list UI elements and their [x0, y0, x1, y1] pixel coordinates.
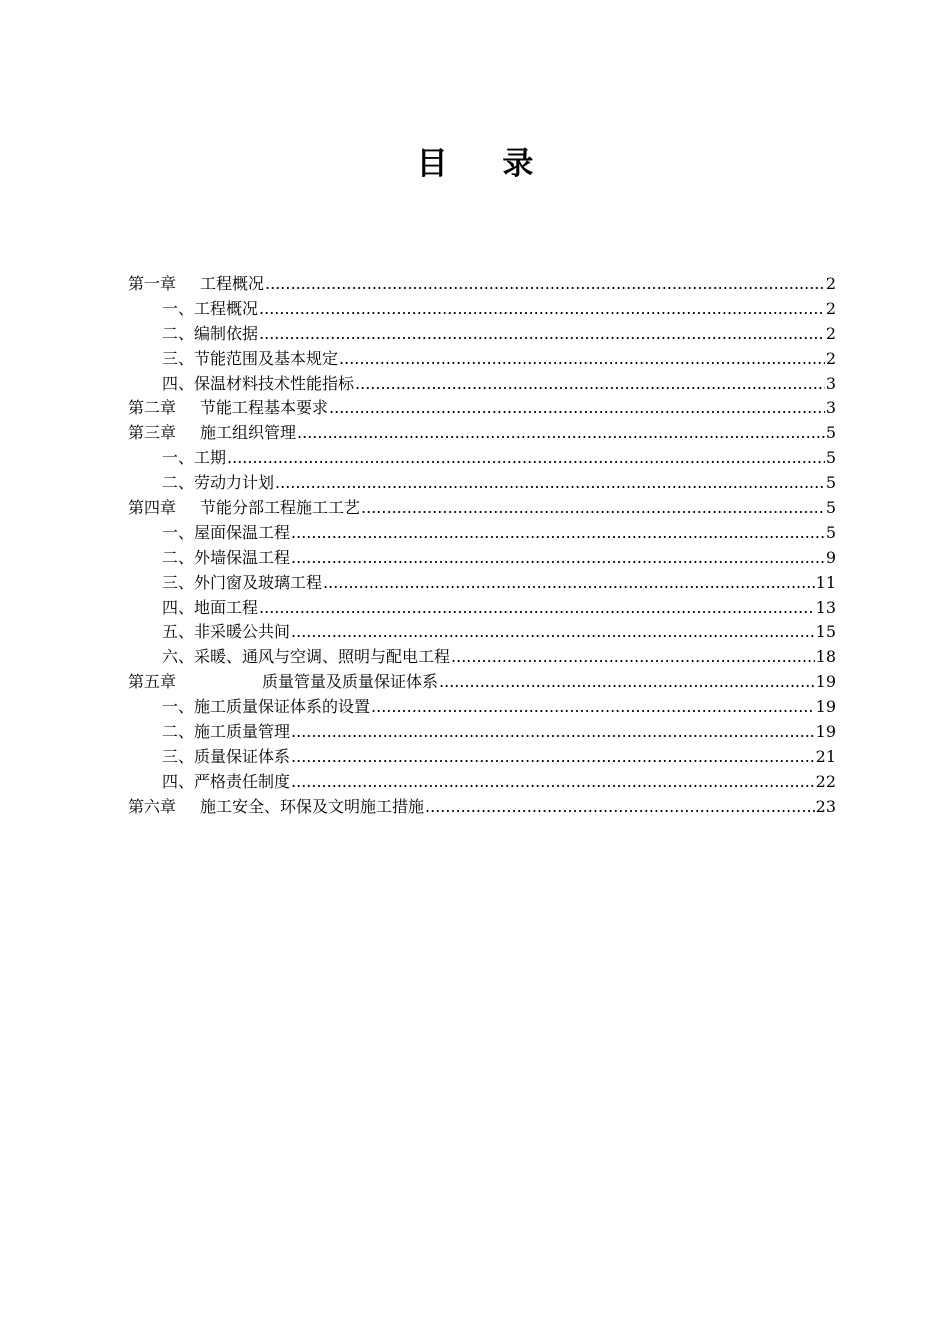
toc-number: 二、: [162, 722, 195, 742]
toc-title: 屋面保温工程: [194, 522, 291, 542]
toc-number: 三、: [162, 746, 195, 766]
toc-title: 节能范围及基本规定: [194, 348, 339, 368]
toc-number: 三、: [162, 348, 195, 368]
toc-entry[interactable]: [128, 471, 836, 496]
toc-label: [162, 546, 290, 571]
dot-leader: [439, 670, 815, 695]
toc-page-number: 5: [825, 522, 836, 542]
toc-number: 一、: [162, 697, 195, 717]
toc-number: 四、: [162, 597, 195, 617]
toc-page-number: 2: [825, 323, 836, 343]
toc-number: 二、: [162, 473, 195, 493]
toc-entry[interactable]: [128, 620, 836, 645]
toc-title: 外墙保温工程: [194, 547, 291, 567]
toc-label: [162, 297, 258, 322]
toc-number: 六、: [162, 647, 195, 667]
toc-page-number: 19: [815, 672, 836, 692]
toc-title: 施工质量管理: [194, 722, 291, 742]
toc-label: [128, 396, 328, 421]
toc-number: 一、: [162, 298, 195, 318]
toc-number: 第四章: [128, 498, 177, 518]
dot-leader: [361, 496, 825, 521]
toc-page-number: 18: [815, 647, 836, 667]
dot-leader: [291, 546, 825, 571]
toc-number: 一、: [162, 522, 195, 542]
toc-number: 四、: [162, 373, 195, 393]
toc-entry[interactable]: [128, 396, 836, 421]
toc-label: [162, 695, 370, 720]
toc-page-number: 5: [825, 423, 836, 443]
toc-title: 地面工程: [194, 597, 259, 617]
toc-page-number: 3: [825, 398, 836, 418]
toc-title: 非采暖公共间: [194, 622, 291, 642]
toc-page-number: 19: [815, 697, 836, 717]
dot-leader: [339, 347, 825, 372]
toc-page-number: 2: [825, 298, 836, 318]
toc-label: [162, 571, 322, 596]
toc-entry[interactable]: [128, 645, 836, 670]
toc-page-number: 22: [815, 771, 836, 791]
dot-leader: [371, 695, 815, 720]
toc-label: [128, 496, 360, 521]
dot-leader: [451, 645, 815, 670]
toc-page-number: 9: [825, 547, 836, 567]
toc-number: 第二章: [128, 398, 177, 418]
toc-title: 施工安全、环保及文明施工措施: [200, 796, 425, 816]
toc-number: 二、: [162, 547, 195, 567]
toc-number: 第一章: [128, 274, 177, 293]
dot-leader: [291, 620, 815, 645]
toc-entry[interactable]: [128, 770, 836, 795]
toc-title: 节能工程基本要求: [200, 398, 329, 418]
toc-entry[interactable]: [128, 670, 836, 695]
toc-title: 编制依据: [194, 323, 259, 343]
toc-title: 外门窗及玻璃工程: [194, 572, 323, 592]
toc-page-number: 13: [815, 597, 836, 617]
toc-entry[interactable]: [128, 571, 836, 596]
toc-number: 四、: [162, 771, 195, 791]
toc-entry[interactable]: [128, 372, 836, 397]
toc-number: 第五章: [128, 672, 177, 692]
dot-leader: [291, 521, 825, 546]
toc-entry[interactable]: [128, 795, 836, 820]
toc-label: [128, 795, 424, 820]
toc-page-number: 15: [815, 622, 836, 642]
toc-entry[interactable]: [128, 596, 836, 621]
toc-entry[interactable]: [128, 297, 836, 322]
toc-number: 一、: [162, 448, 195, 468]
toc-title: 劳动力计划: [194, 473, 275, 493]
dot-leader: [291, 720, 815, 745]
toc-label: [128, 272, 264, 297]
toc-title: 施工质量保证体系的设置: [194, 697, 371, 717]
toc-page-number: 2: [825, 348, 836, 368]
toc-label: [162, 596, 258, 621]
toc-label: [162, 745, 290, 770]
toc-label: [162, 471, 274, 496]
toc-title: 质量保证体系: [194, 746, 291, 766]
toc-page-number: 5: [825, 498, 836, 518]
toc-label: [162, 720, 290, 745]
toc-page-number: 5: [825, 448, 836, 468]
toc-entry[interactable]: [128, 745, 836, 770]
dot-leader: [425, 795, 815, 820]
toc-page-number: 23: [815, 796, 836, 816]
toc-entry[interactable]: [128, 521, 836, 546]
toc-entry[interactable]: [128, 546, 836, 571]
toc-entry[interactable]: [128, 446, 836, 471]
dot-leader: [275, 471, 825, 496]
dot-leader: [259, 596, 815, 621]
toc-entry[interactable]: [128, 272, 836, 297]
toc-title: 采暖、通风与空调、照明与配电工程: [194, 647, 451, 667]
toc-entry[interactable]: [128, 720, 836, 745]
toc-label: [162, 322, 258, 347]
toc-title: 质量管量及质量保证体系: [262, 672, 439, 692]
toc-title: 工程概况: [194, 298, 259, 318]
toc-title: 施工组织管理: [200, 423, 297, 443]
toc-title: 节能分部工程施工工艺: [200, 498, 361, 518]
toc-label: [162, 521, 290, 546]
toc-title: 严格责任制度: [194, 771, 291, 791]
toc-entry[interactable]: [128, 322, 836, 347]
dot-leader: [291, 770, 815, 795]
toc-label: [162, 446, 226, 471]
toc-number: 三、: [162, 572, 195, 592]
dot-leader: [265, 272, 825, 297]
toc-entry[interactable]: [128, 695, 836, 720]
toc-page-number: 19: [815, 722, 836, 742]
toc-number: 五、: [162, 622, 195, 642]
toc-entry[interactable]: [128, 496, 836, 521]
toc-label: [128, 670, 438, 695]
dot-leader: [297, 421, 825, 446]
toc-label: [128, 421, 296, 446]
toc-label: [162, 645, 450, 670]
toc-label: [162, 620, 290, 645]
toc-page-number: 21: [815, 746, 836, 766]
table-of-contents: [128, 272, 836, 820]
toc-entry[interactable]: [128, 421, 836, 446]
toc-number: 第三章: [128, 423, 177, 443]
dot-leader: [323, 571, 815, 596]
toc-number: 二、: [162, 323, 195, 343]
toc-label: [162, 347, 338, 372]
page-title: 目 录: [416, 146, 556, 182]
dot-leader: [291, 745, 815, 770]
toc-page-number: 2: [825, 274, 836, 293]
dot-leader: [259, 322, 825, 347]
dot-leader: [227, 446, 825, 471]
dot-leader: [259, 297, 825, 322]
toc-entry[interactable]: [128, 347, 836, 372]
dot-leader: [329, 396, 825, 421]
toc-label: [162, 770, 290, 795]
toc-label: [162, 372, 354, 397]
toc-number: 第六章: [128, 796, 177, 816]
dot-leader: [355, 372, 825, 397]
toc-title: 工程概况: [200, 274, 265, 293]
toc-page-number: 3: [825, 373, 836, 393]
toc-title: 工期: [194, 448, 227, 468]
toc-title: 保温材料技术性能指标: [194, 373, 355, 393]
toc-page-number: 5: [825, 473, 836, 493]
toc-page-number: 11: [815, 572, 836, 592]
